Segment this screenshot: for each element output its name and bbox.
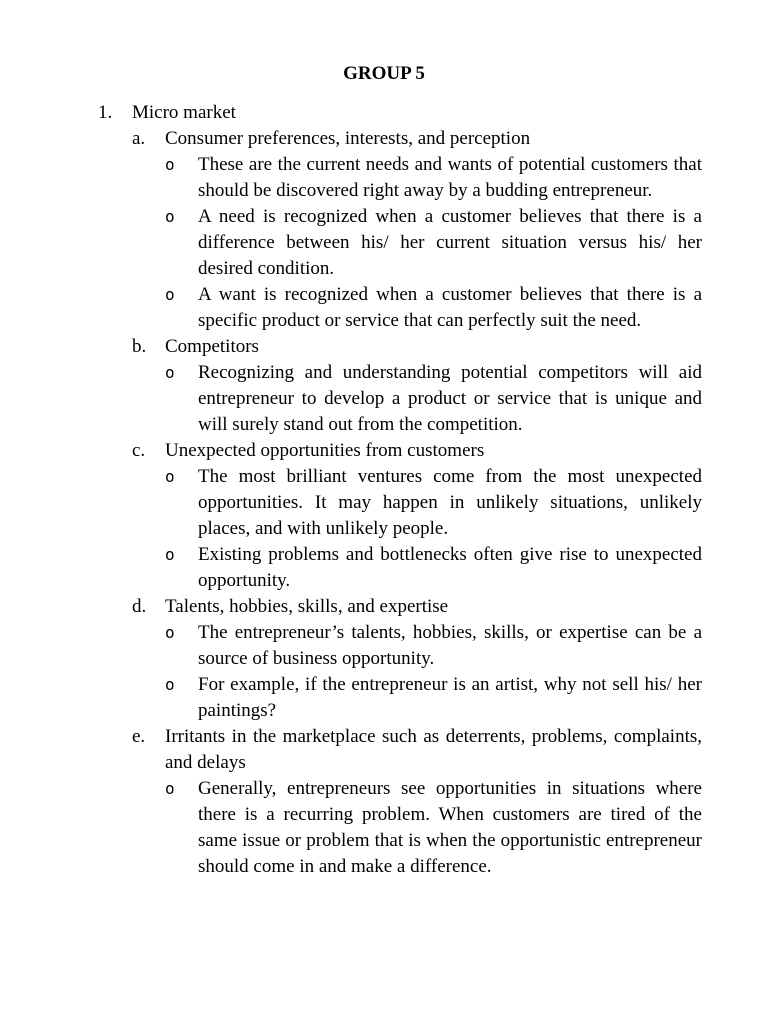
- sub-item-irritants: [132, 724, 702, 880]
- bullet-text: The most brilliant ventures come from the most unexpected opportunities. It may happen in unlikely situations, unlikely places, and with unlikely people.: [198, 466, 702, 539]
- page-title: GROUP 5: [343, 63, 425, 84]
- bullet-icon: o: [165, 623, 175, 642]
- bullet-icon: o: [165, 155, 175, 174]
- bullet-item: [165, 204, 702, 282]
- bullet-item: [165, 542, 702, 594]
- bullet-item: [165, 464, 702, 542]
- document-body: [98, 100, 702, 880]
- list-number: 1.: [98, 102, 113, 123]
- sub-item-unexpected-opportunities: [132, 438, 702, 594]
- bullet-icon: o: [165, 207, 175, 226]
- bullet-text: Recognizing and understanding potential competitors will aid entrepreneur to develop a product or service that is unique and will surely stand out from the competition.: [198, 362, 702, 435]
- sub-item-letter: c.: [132, 440, 146, 461]
- bullet-item: [165, 776, 702, 880]
- section-heading: Micro market: [132, 102, 236, 123]
- bullet-item: [165, 620, 702, 672]
- sub-item-letter: b.: [132, 336, 147, 357]
- sub-item-text: Unexpected opportunities from customers: [165, 440, 485, 461]
- sub-item-text: Talents, hobbies, skills, and expertise: [165, 596, 449, 617]
- bullet-text: For example, if the entrepreneur is an artist, why not sell his/ her paintings?: [198, 674, 702, 721]
- bullet-text: Generally, entrepreneurs see opportunities in situations where there is a recurring problem. When customers are tired of the same issue or problem that is when the opportunistic entrepreneur should come in and make a difference.: [198, 778, 702, 877]
- bullet-icon: o: [165, 467, 175, 486]
- bullet-item: [165, 152, 702, 204]
- bullet-text: A need is recognized when a customer believes that there is a difference between his/ her current situation versus his/ her desired condition.: [198, 206, 702, 279]
- sub-item-consumer-preferences: [132, 126, 702, 334]
- sub-item-talents-hobbies: [132, 594, 702, 724]
- bullet-icon: o: [165, 545, 175, 564]
- bullet-item: [165, 282, 702, 334]
- bullet-icon: o: [165, 363, 175, 382]
- bullet-icon: o: [165, 779, 175, 798]
- sub-item-letter: a.: [132, 128, 146, 149]
- sub-item-letter: e.: [132, 726, 146, 747]
- list-item-micro-market: [98, 100, 702, 880]
- sub-item-text: Competitors: [165, 336, 259, 357]
- sub-item-text: Consumer preferences, interests, and perception: [165, 128, 531, 149]
- bullet-icon: o: [165, 675, 175, 694]
- bullet-item: [165, 672, 702, 724]
- bullet-text: Existing problems and bottlenecks often give rise to unexpected opportunity.: [198, 544, 702, 591]
- sub-item-competitors: [132, 334, 702, 438]
- bullet-text: The entrepreneur’s talents, hobbies, skills, or expertise can be a source of business opportunity.: [198, 622, 702, 669]
- sub-item-letter: d.: [132, 596, 147, 617]
- bullet-icon: o: [165, 285, 175, 304]
- bullet-text: A want is recognized when a customer believes that there is a specific product or service that can perfectly suit the need.: [198, 284, 702, 331]
- bullet-item: [165, 360, 702, 438]
- sub-item-text: Irritants in the marketplace such as deterrents, problems, complaints, and delays: [165, 726, 702, 773]
- bullet-text: These are the current needs and wants of potential customers that should be discovered right away by a budding entrepreneur.: [198, 154, 702, 201]
